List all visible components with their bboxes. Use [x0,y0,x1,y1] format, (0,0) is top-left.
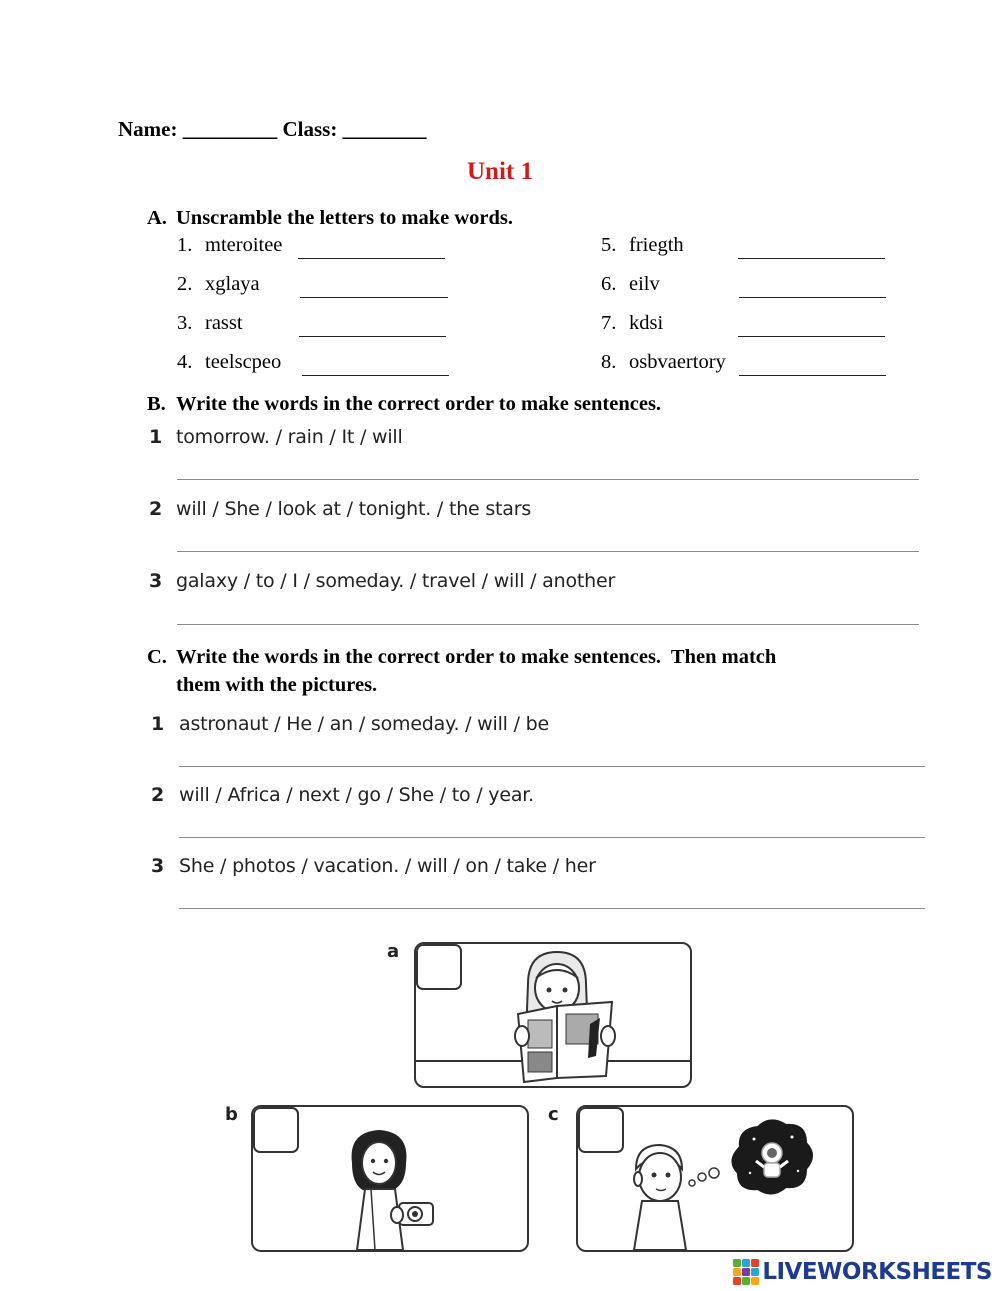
answer-blank-6[interactable] [739,297,886,298]
answer-blank-2[interactable] [300,297,448,298]
section-a-instruction: Unscramble the letters to make words. [176,207,514,229]
sentence-c3-words: She / photos / vacation. / will / on / take / her [179,855,596,877]
answer-box-b[interactable] [253,1107,299,1153]
answer-blank-1[interactable] [298,258,445,259]
answer-line-b3[interactable] [177,624,919,625]
answer-blank-8[interactable] [739,375,886,376]
liveworksheets-brand-text: LIVEWORKSHEETS [762,1259,992,1285]
word-item-7: 7. kdsi [601,312,664,334]
answer-line-c2[interactable] [179,837,925,838]
sentence-b3-number: 3 [149,570,163,592]
scrambled-word: kdsi [629,312,664,334]
sentence-c2-words: will / Africa / next / go / She / to / year. [179,784,534,806]
scrambled-word: osbvaertory [629,351,726,373]
liveworksheets-logo [733,1259,992,1285]
sentence-b3-words: galaxy / to / I / someday. / travel / will / another [176,570,616,592]
word-item-5: 5. friegth [601,234,684,256]
section-c-letter: C. [147,646,167,668]
picture-c-frame [576,1105,854,1252]
word-item-8: 8. osbvaertory [601,351,726,373]
section-a-heading [147,204,513,232]
answer-blank-7[interactable] [738,336,885,337]
liveworksheets-icon [733,1259,759,1285]
answer-box-a[interactable] [416,944,462,990]
word-item-2: 2. xglaya [177,273,260,295]
answer-blank-5[interactable] [738,258,885,259]
word-item-6: 6. eilv [601,273,660,295]
word-item-4: 4. teelscpeo [177,351,282,373]
answer-line-c1[interactable] [179,766,925,767]
scrambled-word: friegth [629,234,684,256]
section-b-letter: B. [147,393,166,415]
picture-b-frame [251,1105,529,1252]
picture-a-label: a [387,941,400,962]
section-b-instruction: Write the words in the correct order to make sentences. [176,393,662,415]
section-c-instruction-line1: Write the words in the correct order to make sentences. Then match [176,646,777,668]
name-class-line: Name: _________ Class: ________ [118,117,427,141]
section-b-heading [147,390,661,418]
picture-a-frame [414,942,692,1088]
section-c-instruction-line2: them with the pictures. [176,674,378,696]
word-item-3: 3. rasst [177,312,243,334]
answer-box-c[interactable] [578,1107,624,1153]
scrambled-word: eilv [629,273,660,295]
answer-blank-3[interactable] [299,336,446,337]
scrambled-word: teelscpeo [205,351,282,373]
picture-b-label: b [225,1104,238,1125]
picture-c-label: c [548,1104,559,1125]
answer-line-c3[interactable] [179,908,925,909]
scrambled-word: xglaya [205,273,260,295]
answer-line-b2[interactable] [177,551,919,552]
sentence-b1-words: tomorrow. / rain / It / will [176,426,403,448]
answer-line-b1[interactable] [177,479,919,480]
page-title: Unit 1 [467,158,533,185]
sentence-c2-number: 2 [151,784,165,806]
section-c-heading [147,643,907,699]
sentence-b1-number: 1 [149,426,163,448]
section-a-letter: A. [147,207,167,229]
scrambled-word: mteroitee [205,234,283,256]
word-item-1: 1. mteroitee [177,234,283,256]
scrambled-word: rasst [205,312,243,334]
sentence-b2-number: 2 [149,498,163,520]
answer-blank-4[interactable] [302,375,449,376]
sentence-b2-words: will / She / look at / tonight. / the stars [176,498,532,520]
sentence-c3-number: 3 [151,855,165,877]
sentence-c1-words: astronaut / He / an / someday. / will / be [179,713,549,735]
sentence-c1-number: 1 [151,713,165,735]
